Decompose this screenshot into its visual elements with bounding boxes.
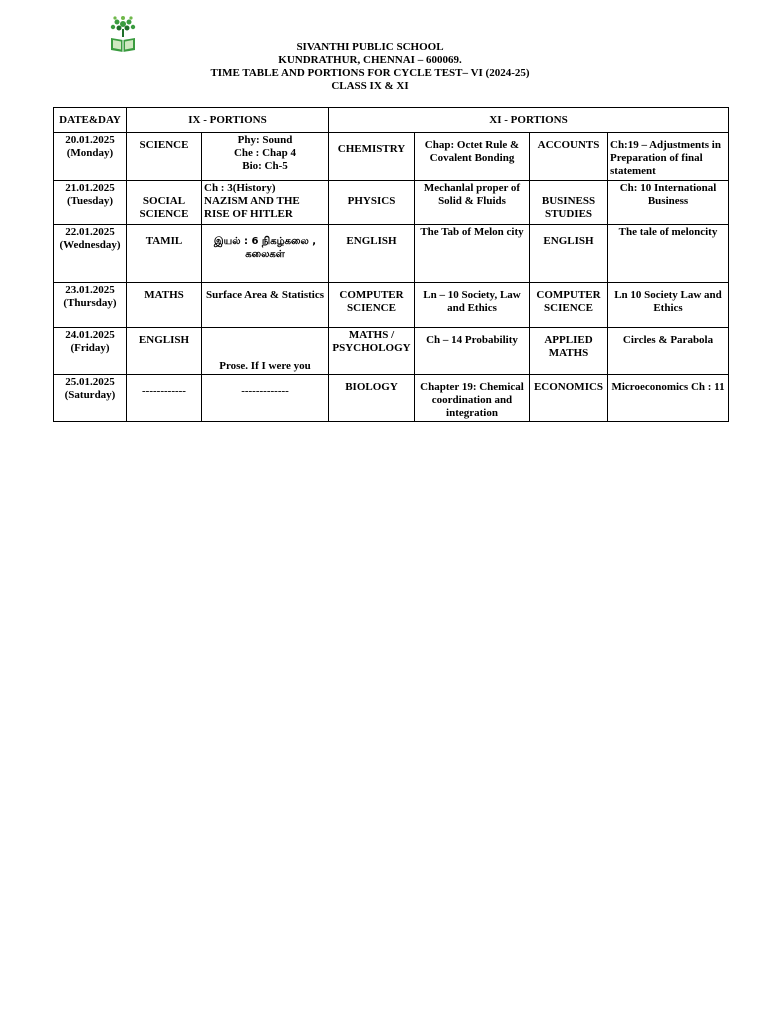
xi-subject-1: CHEMISTRY: [329, 133, 415, 181]
xi-portion-1: Ch – 14 Probability: [415, 328, 530, 375]
class-label: CLASS IX & XI: [331, 80, 409, 92]
header-ix-portions: IX - PORTIONS: [127, 108, 329, 133]
xi-subject-2: ENGLISH: [530, 225, 608, 283]
day: (Monday): [66, 147, 114, 159]
xi-portion-2: Microeconomics Ch : 11: [608, 375, 729, 422]
day: (Wednesday): [59, 239, 121, 251]
date-cell: [54, 328, 127, 375]
ix-portion: Prose. If I were you: [202, 328, 329, 375]
table-row: [54, 133, 729, 181]
date-cell: [54, 181, 127, 225]
xi-portion-1: Mechanlal proper of Solid & Fluids: [415, 181, 530, 225]
table-row: [54, 225, 729, 283]
date-cell: [54, 375, 127, 422]
ix-subject: TAMIL: [127, 225, 202, 283]
date-cell: [54, 133, 127, 181]
xi-portion-2: The tale of meloncity: [608, 225, 729, 283]
ix-subject: ENGLISH: [127, 328, 202, 375]
header-date-day: DATE&DAY: [54, 108, 127, 133]
xi-subject-2: APPLIED MATHS: [530, 328, 608, 375]
xi-subject-1: PHYSICS: [329, 181, 415, 225]
xi-subject-2: BUSINESS STUDIES: [530, 181, 608, 225]
xi-subject-1: MATHS / PSYCHOLOGY: [329, 328, 415, 375]
xi-portion-2: Ch:19 – Adjustments in Preparation of final statement: [608, 133, 729, 181]
document-header: [0, 41, 740, 93]
school-name: SIVANTHI PUBLIC SCHOOL: [296, 41, 444, 53]
xi-portion-1: Chapter 19: Chemical coordination and integration: [415, 375, 530, 422]
date: 25.01.2025: [65, 376, 115, 388]
ix-subject: SCIENCE: [127, 133, 202, 181]
xi-subject-2: ECONOMICS: [530, 375, 608, 422]
xi-subject-1: ENGLISH: [329, 225, 415, 283]
date: 20.01.2025: [65, 134, 115, 146]
xi-portion-1: The Tab of Melon city: [415, 225, 530, 283]
ix-portion: -------------: [202, 375, 329, 422]
table-row: [54, 283, 729, 328]
xi-subject-1: COMPUTER SCIENCE: [329, 283, 415, 328]
xi-portion-2: Ch: 10 International Business: [608, 181, 729, 225]
table-row: [54, 375, 729, 422]
day: (Thursday): [63, 297, 117, 309]
date: 23.01.2025: [65, 284, 115, 296]
ix-portion: Phy: Sound Che : Chap 4 Bio: Ch-5: [202, 133, 329, 181]
date-cell: [54, 283, 127, 328]
table-header-row: [54, 108, 729, 133]
day: (Tuesday): [66, 195, 114, 207]
xi-portion-1: Chap: Octet Rule & Covalent Bonding: [415, 133, 530, 181]
xi-portion-2: Circles & Parabola: [608, 328, 729, 375]
date: 22.01.2025: [65, 226, 115, 238]
xi-subject-2: ACCOUNTS: [530, 133, 608, 181]
ix-portion: Surface Area & Statistics: [202, 283, 329, 328]
day: (Saturday): [64, 389, 116, 401]
xi-subject-1: BIOLOGY: [329, 375, 415, 422]
date-cell: [54, 225, 127, 283]
table-row: [54, 328, 729, 375]
date: 24.01.2025: [65, 329, 115, 341]
xi-portion-1: Ln – 10 Society, Law and Ethics: [415, 283, 530, 328]
xi-portion-2: Ln 10 Society Law and Ethics: [608, 283, 729, 328]
day: (Friday): [70, 342, 110, 354]
document-title: TIME TABLE AND PORTIONS FOR CYCLE TEST– VI (2024-25): [210, 67, 530, 79]
header-xi-portions: XI - PORTIONS: [329, 108, 729, 133]
ix-portion: இயல் : 6 நிகழ்கலை , கலைகள்: [202, 225, 329, 283]
timetable: [53, 107, 729, 422]
ix-subject: MATHS: [127, 283, 202, 328]
tree-icon: [111, 16, 135, 37]
ix-subject: SOCIAL SCIENCE: [127, 181, 202, 225]
xi-subject-2: COMPUTER SCIENCE: [530, 283, 608, 328]
ix-subject: ------------: [127, 375, 202, 422]
date: 21.01.2025: [65, 182, 115, 194]
ix-portion: Ch : 3(History) NAZISM AND THE RISE OF HITLER: [202, 181, 329, 225]
table-row: [54, 181, 729, 225]
school-address: KUNDRATHUR, CHENNAI – 600069.: [278, 54, 462, 66]
